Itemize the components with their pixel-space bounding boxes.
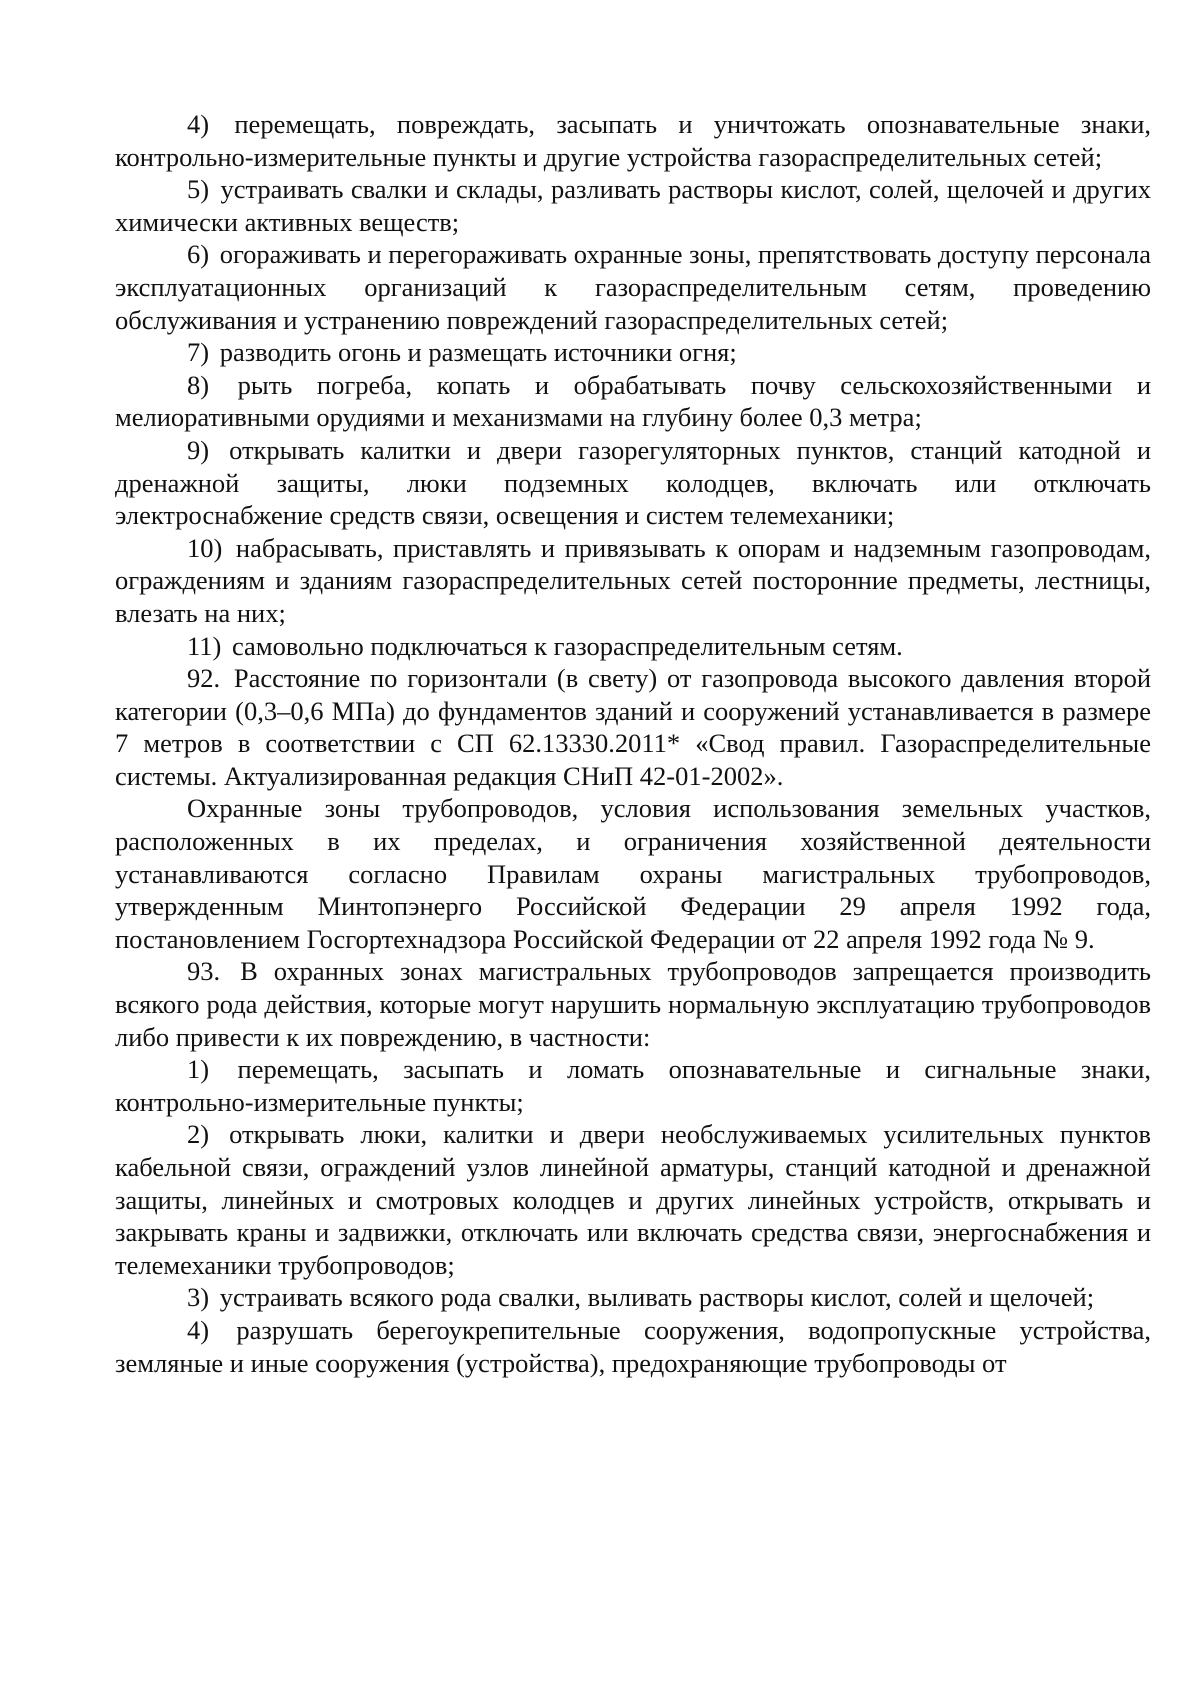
paragraph-clause-93	[115, 955, 1151, 1053]
item-number: 3)	[187, 1282, 210, 1313]
paragraph-clause-92	[115, 662, 1151, 792]
paragraph-text: перемещать, повреждать, засыпать и уничтожать опознавательные знаки, контрольно-измерительные пункты и другие устройства газораспределительных сетей;	[115, 109, 1152, 172]
paragraph-text: устраивать свалки и склады, разливать растворы кислот, солей, щелочей и других химически активных веществ;	[115, 174, 1152, 237]
paragraph-item-8-gas	[115, 369, 1151, 434]
paragraph-item-6-gas	[115, 238, 1151, 336]
paragraph-text: рыть погреба, копать и обрабатывать почву сельскохозяйственными и мелиоративными орудиями и механизмами на глубину более 0,3 метра;	[115, 369, 1151, 433]
item-number: 7)	[187, 337, 210, 368]
paragraph-item-4-gas	[115, 108, 1151, 173]
item-number: 9)	[187, 434, 210, 465]
paragraph-text: устраивать всякого рода свалки, выливать растворы кислот, солей и щелочей;	[219, 1282, 1095, 1313]
paragraph-text: разрушать берегоукрепительные сооружения, водопропускные устройства, земляные и иные сооружения (устройства), предохраняющие трубопроводы от	[115, 1314, 1151, 1378]
paragraph-item-2-pipe	[115, 1118, 1151, 1281]
paragraph-item-10-gas	[115, 532, 1151, 630]
paragraph-item-5-gas	[115, 173, 1151, 238]
paragraph-pipeline-zones	[115, 792, 1151, 955]
item-number: 8)	[187, 369, 210, 400]
paragraph-item-7-gas	[115, 336, 1151, 369]
paragraph-text: разводить огонь и размещать источники огня;	[219, 337, 737, 368]
paragraph-text: В охранных зонах магистральных трубопроводов запрещается производить всякого рода действия, которые могут нарушить нормальную эксплуатацию трубопроводов либо привести к их повреждению, в частности:	[115, 956, 1151, 1052]
paragraph-text: самовольно подключаться к газораспределительным сетям.	[231, 630, 903, 661]
document-page	[115, 108, 1151, 1379]
item-number: 2)	[187, 1119, 210, 1150]
item-number: 1)	[187, 1054, 210, 1085]
clause-number: 92.	[187, 663, 221, 694]
paragraph-text: открывать калитки и двери газорегуляторных пунктов, станций катодной и дренажной защиты, люки подземных колодцев, включать или отключать электроснабжение средств связи, освещения и систем телемеханики;	[115, 434, 1152, 531]
item-number: 4)	[187, 1314, 210, 1345]
item-number: 4)	[187, 109, 210, 139]
item-number: 10)	[187, 532, 223, 563]
clause-number: 93.	[187, 956, 221, 987]
paragraph-text: перемещать, засыпать и ломать опознавательные и сигнальные знаки, контрольно-измерительные пункты;	[115, 1054, 1151, 1117]
item-number: 11)	[187, 630, 222, 661]
paragraph-text: Расстояние по горизонтали (в свету) от газопровода высокого давления второй категории (0,3–0,6 МПа) до фундаментов зданий и сооружений устанавливается в размере 7 метров в соответствии с СП 62.13330.2011* «Свод правил. Газораспределительные системы. Актуализированная редакция СНиП 42-01-2002».	[115, 663, 1151, 791]
paragraph-text: Охранные зоны трубопроводов, условия использования земельных участков, расположенных в их пределах, и ограничения хозяйственной деятельности устанавливаются согласно Правилам охраны магистральных трубопроводов, утвержденным Минтопэнерго Российской Федерации 29 апреля 1992 года, постановлением Госгортехнадзора Российской Федерации от 22 апреля 1992 года № 9.	[115, 793, 1151, 954]
paragraph-text: набрасывать, приставлять и привязывать к опорам и надземным газопроводам, ограждениям и зданиям газораспределительных сетей посторонние предметы, лестницы, влезать на них;	[115, 532, 1151, 628]
paragraph-item-3-pipe	[115, 1281, 1151, 1314]
item-number: 5)	[187, 174, 210, 205]
paragraph-item-11-gas	[115, 630, 1151, 663]
paragraph-text: огораживать и перегораживать охранные зоны, препятствовать доступу персонала эксплуатационных организаций к газораспределительным сетям, проведению обслуживания и устранению повреждений газораспределительных сетей;	[115, 239, 1151, 335]
paragraph-item-9-gas	[115, 434, 1151, 532]
paragraph-text: открывать люки, калитки и двери необслуживаемых усилительных пунктов кабельной связи, ограждений узлов линейной арматуры, станций катодной и дренажной защиты, линейных и смотровых колодцев и других линейных устройств, открывать и закрывать краны и задвижки, отключать или включать средства связи, энергоснабжения и телемеханики трубопроводов;	[115, 1119, 1151, 1280]
item-number: 6)	[187, 239, 210, 270]
paragraph-item-4-pipe	[115, 1314, 1151, 1379]
paragraph-item-1-pipe	[115, 1053, 1151, 1118]
